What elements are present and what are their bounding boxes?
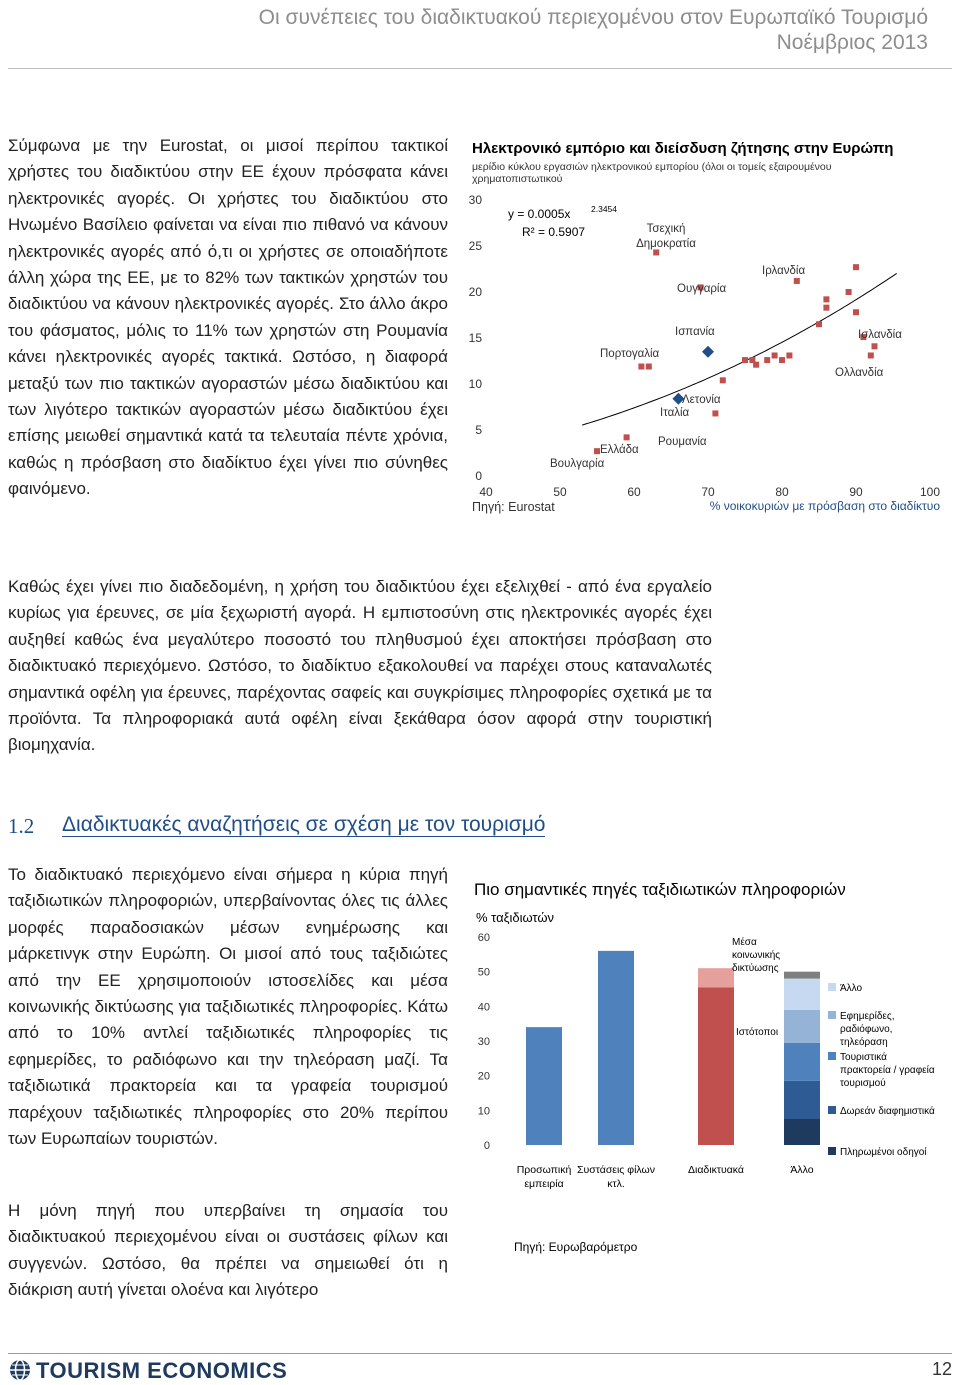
travel-sources-bar-chart (470, 875, 954, 1260)
chart1-point (764, 357, 770, 363)
chart1-point-label: Ελλάδα (600, 444, 639, 456)
chart2-category-label: κτλ. (607, 1178, 625, 1190)
chart1-point (823, 305, 829, 311)
chart1-point (624, 434, 630, 440)
chart2-legend-label: Άλλο (840, 983, 863, 994)
chart1-source: Πηγή: Eurostat (472, 500, 555, 514)
chart2-category-label: Άλλο (790, 1164, 814, 1176)
chart2-bar-segment (698, 987, 734, 1145)
globe-icon (8, 1358, 32, 1382)
chart1-point (653, 249, 659, 255)
header-divider (8, 68, 952, 69)
chart1-subtitle-line: μερίδιο κύκλου εργασιών ηλεκτρονικού εμπορίου (όλοι οι τομείς εξαιρουμένου (472, 161, 832, 173)
chart2-bar-segment (784, 979, 820, 1010)
chart1-x-label: % νοικοκυριών με πρόσβαση στο διαδίκτυο (709, 499, 940, 513)
chart2-bar-segment (784, 1010, 820, 1043)
chart1-y-tick: 0 (475, 469, 482, 483)
body-paragraph-4: Η μόνη πηγή που υπερβαίνει τη σημασία του διαδικτυακού περιεχομένου είναι οι συστάσεις φίλων και συγγενών. Ωστόσο, θα πρέπει να σημειωθεί ότι η διάκριση αυτή γίνεται ολοένα και λιγότερο (8, 1201, 448, 1300)
chart2-category-label: Συστάσεις φίλων (577, 1164, 655, 1176)
chart1-point-diamond (702, 346, 714, 358)
chart1-point (853, 264, 859, 270)
chart2-legend-label: Πληρωμένοι οδηγοί (840, 1147, 927, 1158)
chart2-legend-label: ραδιόφωνο, (840, 1024, 893, 1035)
chart1-point (794, 278, 800, 284)
chart2-y-tick: 0 (483, 1140, 490, 1152)
chart1-point-label: Ολλανδία (835, 367, 884, 379)
chart1-point-label: Ισλανδία (858, 329, 902, 341)
footer-divider (8, 1353, 952, 1354)
chart2-legend-label: πρακτορεία / γραφεία (840, 1065, 935, 1076)
chart1-y-tick: 5 (475, 423, 482, 437)
chart1-point (846, 289, 852, 295)
chart1-point (712, 410, 718, 416)
chart2-bar-segment (784, 1119, 820, 1145)
chart2-y-tick: 60 (477, 932, 490, 944)
chart2-legend-label: Δωρεάν διαφημιστικά (840, 1106, 935, 1117)
page-number: 12 (931, 1359, 952, 1379)
chart1-point (779, 357, 785, 363)
chart1-point (638, 364, 644, 370)
chart1-point-label: Ισπανία (675, 326, 715, 338)
chart1-point (646, 364, 652, 370)
chart1-point (772, 352, 778, 358)
chart2-y-tick: 20 (477, 1070, 490, 1083)
chart1-point (872, 343, 878, 349)
chart2-bar-segment (784, 1081, 820, 1119)
footer (8, 1358, 952, 1383)
section-title: Διαδικτυακές αναζητήσεις σε σχέση με τον τουρισμό (62, 813, 546, 836)
chart1-y-tick: 15 (468, 331, 482, 345)
chart1-y-tick: 25 (468, 239, 482, 253)
chart1-x-tick: 80 (775, 485, 789, 499)
body-paragraph-3: Το διαδικτυακό περιεχόμενο είναι σήμερα η κύρια πηγή ταξιδιωτικών πληροφοριών, υπερβαίνοντας όλες τις άλλες μορφές παραδοσιακών μέσων ενημέρωσης και μάρκετινγκ στην Ευρώπη. Οι μισοί από τους ταξιδιώτες από την ΕΕ χρησιμοποιούν ιστοσελίδες και μέσα κοινωνικής δικτύωσης για ταξιδιωτικές πληροφορίες. Κάτω από το 10% αντλεί ταξιδιωτικές πληροφορίες τις εφημερίδες, το ραδιόφωνο και την τηλεόραση μαζί. Τα ταξιδιωτικά πρακτορεία και τα γραφεία τουρισμού παρέχουν ταξιδιωτικές πληροφορίες στο 20% περίπου των Ευρωπαίων τουριστών. (8, 865, 448, 1149)
chart1-point-label: Λετονία (682, 394, 721, 406)
chart2-legend-label: Εφημερίδες, (840, 1011, 895, 1022)
chart1-x-tick: 60 (627, 485, 641, 499)
chart1-subtitle-line: χρηματοπιστωτικού (472, 173, 563, 185)
chart1-point-label-line: Τσεχική (646, 223, 686, 235)
chart1-point-label: Ρουμανία (658, 436, 707, 448)
chart1-title: Ηλεκτρονικό εμπόριο και διείσδυση ζήτησης στην Ευρώπη (472, 140, 894, 157)
chart1-point-label: Ιταλία (660, 407, 690, 419)
chart2-bar-segment (784, 972, 820, 979)
chart1-point-label: Ιρλανδία (762, 265, 806, 277)
chart2-legend-swatch (828, 1106, 836, 1114)
chart2-y-tick: 10 (477, 1105, 490, 1118)
chart1-point-label-line: Δημοκρατία (636, 238, 696, 250)
chart1-point (816, 321, 822, 327)
chart2-annotation-label: δικτύωσης (732, 963, 779, 974)
chart1-point (753, 362, 759, 368)
chart2-category-label: εμπειρία (524, 1178, 564, 1190)
chart2-category-label: Προσωπική (516, 1164, 572, 1176)
chart1-point (823, 296, 829, 302)
ecommerce-scatter-chart (470, 136, 954, 521)
chart2-title: Πιο σημαντικές πηγές ταξιδιωτικών πληροφοριών (474, 880, 846, 899)
chart2-annotation-label: Ιστότοποι (736, 1027, 779, 1038)
chart1-point (853, 309, 859, 315)
chart1-y-tick: 30 (468, 193, 482, 207)
chart2-legend-swatch (828, 1011, 836, 1019)
chart2-bar-segment (784, 1043, 820, 1081)
body-paragraph-1: Σύμφωνα με την Eurostat, οι μισοί περίπου τακτικοί χρήστες του διαδικτύου στην ΕΕ έχουν πρόσφατα κάνει ηλεκτρονικές αγορές. Οι χρήστες του διαδικτύου στο Ηνωμένο Βασίλειο φαίνεται να είναι πιο πιθανό να κάνουν ηλεκτρονικές αγορές από ό,τι οι χρήστες σε οποιαδήποτε άλλη χώρα της ΕΕ, με το 82% των τακτικών χρηστών του διαδικτύου να κάνουν ηλεκτρονικές αγορές. Στο άλλο άκρο του φάσματος, μόλις το 11% των χρηστών στη Ρουμανία κάνει ηλεκτρονικές αγορές τακτικά. Ωστόσο, η διαφορά μεταξύ των πιο τακτικών αγοραστών μέσω διαδικτύου και των λιγότερο τακτικών αγοραστών μέσω διαδικτύου έχει επίσης μειωθεί σημαντικά κατά τα τελευταία πέντε χρόνια, καθώς η πρόσβαση στο διαδίκτυο έχει γίνει πιο σύνηθες φαινόμενο. (8, 136, 448, 499)
body-paragraph-2: Καθώς έχει γίνει πιο διαδεδομένη, η χρήση του διαδικτύου έχει εξελιχθεί - από ένα εργαλείο κυρίως για έρευνες, σε μία ξεχωριστή αγορά. Η εμπιστοσύνη στις ηλεκτρονικές αγορές έχει αυξηθεί καθώς ένα μεγαλύτερο ποσοστό του πληθυσμού έχει αποκτήσει πρόσβαση στο διαδικτυακό περιεχόμενο. Ωστόσο, το διαδίκτυο εξακολουθεί να παρέχει στους καταναλωτές σημαντικά οφέλη για έρευνες, παρέχοντας σαφείς και συγκρίσιμες πληροφορίες σχετικά με τα προϊόντα. Τα πληροφοριακά αυτά οφέλη είναι ξεκάθαρα όσον αφορά στην τουριστική βιομηχανία. (8, 577, 712, 755)
chart2-source: Πηγή: Ευρωβαρόμετρο (514, 1240, 638, 1254)
chart1-y-tick: 10 (468, 377, 482, 391)
chart2-annotation-label: κοινωνικής (732, 950, 781, 961)
chart1-trend-r2: R² = 0.5907 (522, 225, 586, 239)
chart1-x-tick: 50 (553, 485, 567, 499)
chart1-point (786, 352, 792, 358)
chart2-y-tick: 30 (477, 1036, 490, 1048)
chart2-bar-segment (698, 968, 734, 987)
chart1-x-tick: 90 (849, 485, 863, 499)
header-title: Οι συνέπειες του διαδικτυακού περιεχομένου στον Ευρωπαϊκό Τουρισμό (258, 6, 928, 29)
chart2-legend-swatch (828, 1052, 836, 1060)
chart2-bar-segment (598, 951, 634, 1145)
chart1-point (742, 357, 748, 363)
chart1-trend-equation: y = 0.0005x (508, 207, 571, 221)
chart2-legend-label: Τουριστικά (840, 1052, 887, 1063)
chart1-x-tick: 70 (701, 485, 715, 499)
chart1-point (720, 377, 726, 383)
chart2-y-tick: 50 (477, 966, 490, 979)
section-number: 1.2 (8, 814, 35, 838)
chart2-annotation-label: Μέσα (732, 937, 757, 948)
chart1-y-tick: 20 (468, 285, 482, 299)
logo-text: TOURISM ECONOMICS (36, 1358, 288, 1383)
chart1-point (868, 352, 874, 358)
chart1-x-tick: 100 (919, 485, 941, 499)
chart2-y-tick: 40 (477, 1001, 490, 1014)
chart1-x-tick: 40 (479, 485, 493, 499)
chart2-legend-label: τουρισμού (840, 1078, 886, 1089)
chart2-category-label: Διαδικτυακά (688, 1164, 744, 1176)
chart1-point-label: Πορτογαλία (600, 348, 660, 360)
chart2-legend-label: τηλεόραση (840, 1037, 888, 1048)
chart2-y-label: % ταξιδιωτών (476, 910, 555, 925)
chart1-point-label: Ουγγαρία (677, 283, 727, 295)
chart1-point-label: Βουλγαρία (550, 458, 605, 470)
chart1-trend-exponent: 2.3454 (591, 204, 617, 214)
chart2-legend-swatch (828, 983, 836, 991)
chart2-legend-swatch (828, 1147, 836, 1155)
chart2-bar-segment (526, 1027, 562, 1145)
header-date: Νοέμβριος 2013 (776, 31, 928, 54)
